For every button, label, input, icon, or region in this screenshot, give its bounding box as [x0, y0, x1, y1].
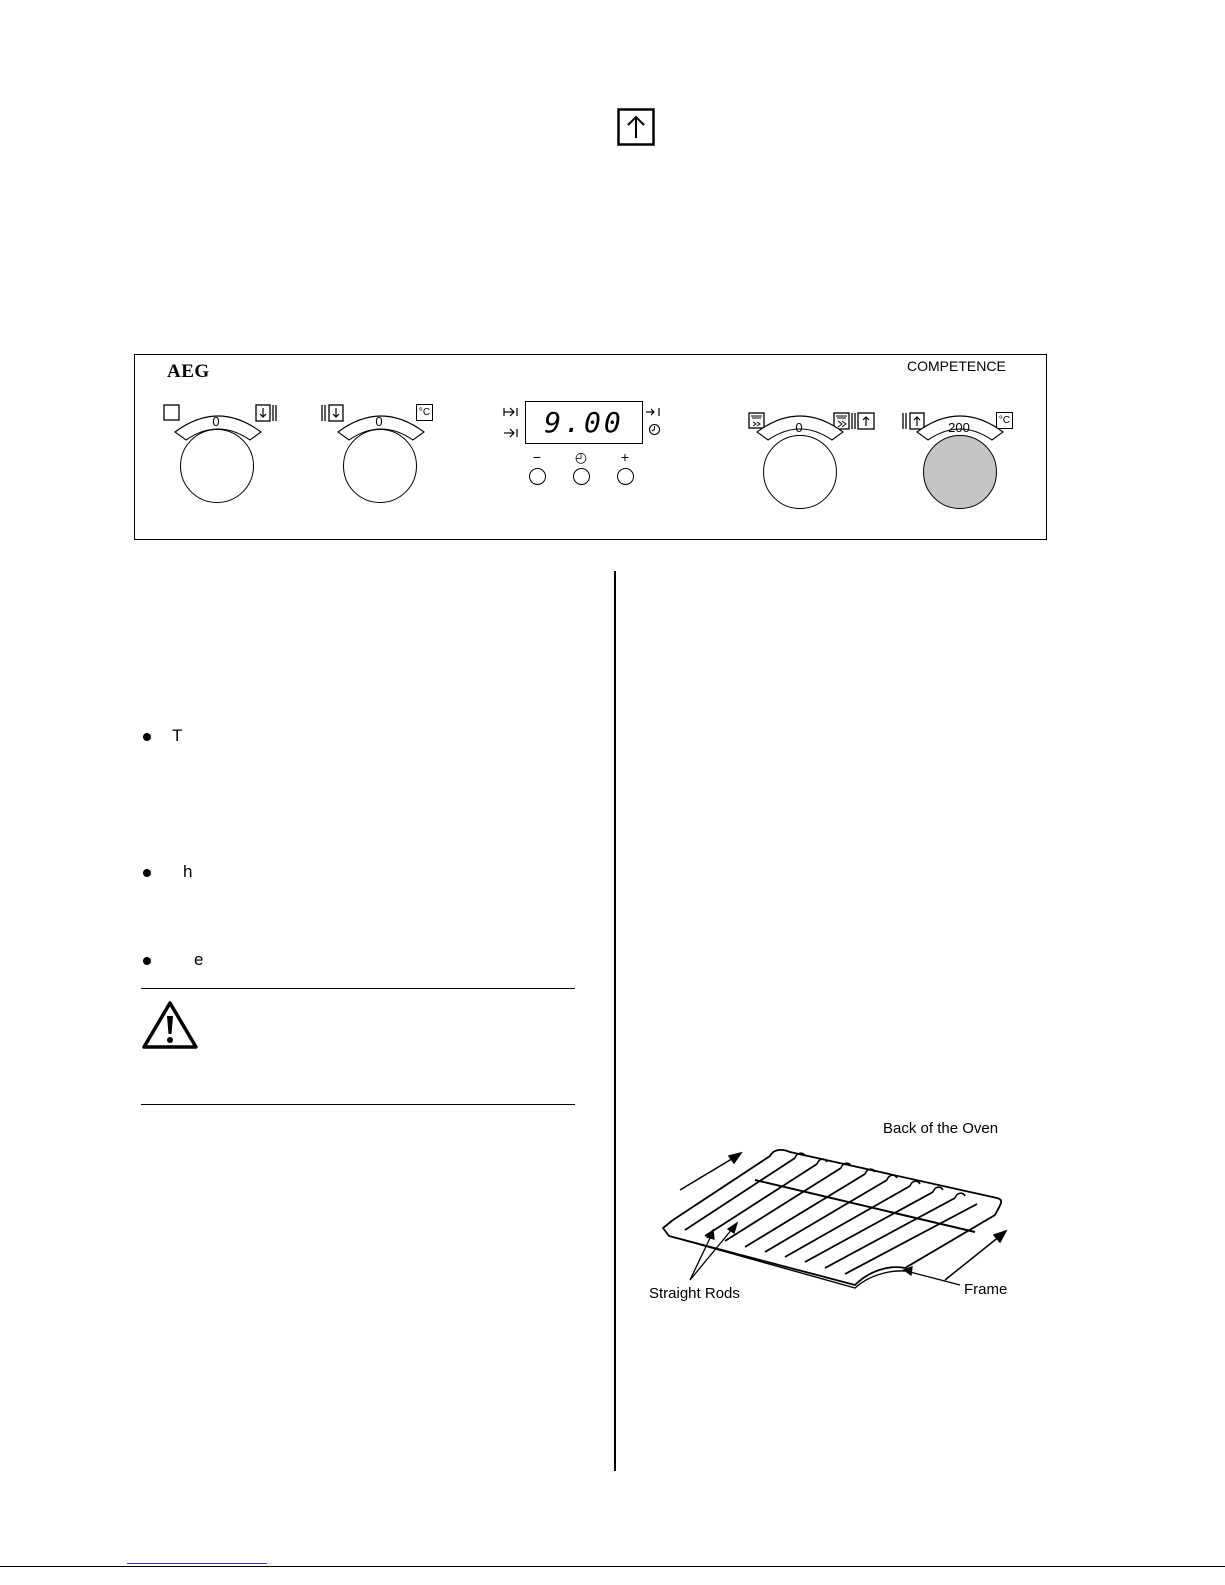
shelf-rods	[685, 1158, 977, 1274]
celsius-icon: °C	[996, 412, 1013, 429]
bullet-dot	[143, 869, 151, 877]
straight-rods-label: Straight Rods	[649, 1285, 740, 1302]
cook-time-icon	[503, 406, 519, 421]
footer-link-underline[interactable]	[127, 1563, 267, 1564]
dial-value: 0	[795, 420, 803, 435]
back-of-oven-label: Back of the Oven	[883, 1120, 999, 1137]
bullet-text: T	[172, 726, 183, 745]
bullet-text: e	[194, 950, 204, 969]
end-time-icon	[503, 427, 519, 442]
frame-label: Frame	[964, 1281, 1008, 1298]
fan-arrow-up-icon	[617, 108, 655, 146]
footer-rule	[0, 1566, 1225, 1567]
label-pointer-arrows	[690, 1223, 960, 1285]
column-divider	[614, 571, 616, 1471]
series-name: COMPETENCE	[907, 358, 1006, 374]
oven-function-knob[interactable]	[180, 429, 254, 503]
bullet-dot	[143, 733, 151, 741]
plus-button[interactable]	[617, 468, 634, 485]
warning-top-rule	[141, 988, 575, 989]
bottom-oven-temperature-knob[interactable]	[343, 429, 417, 503]
minus-button[interactable]	[529, 468, 546, 485]
oven-control-panel	[134, 354, 1047, 540]
end-time-icon	[645, 406, 661, 421]
oven-shelf-diagram	[655, 1140, 1025, 1300]
celsius-icon: °C	[416, 404, 433, 421]
bullet-dot	[143, 957, 151, 965]
timer-display-value: 9.00	[544, 406, 624, 439]
clock-button[interactable]	[573, 468, 590, 485]
clock-label: ◴	[574, 449, 588, 465]
dial-value: 200	[948, 420, 970, 435]
top-oven-function-knob[interactable]	[763, 435, 837, 509]
dial-value: 0	[212, 414, 220, 429]
warning-bottom-rule	[141, 1104, 575, 1105]
timer-display	[525, 401, 643, 444]
minus-label: −	[532, 449, 542, 465]
dial-value: 0	[375, 414, 383, 429]
bullet-text: h	[183, 862, 193, 881]
direction-arrow-icon	[680, 1153, 1006, 1280]
top-oven-temperature-knob[interactable]	[923, 435, 997, 509]
brand-logo: AEG	[167, 361, 210, 382]
plus-label: +	[620, 449, 630, 465]
warning-triangle-icon	[141, 1000, 199, 1055]
clock-icon	[648, 423, 661, 439]
